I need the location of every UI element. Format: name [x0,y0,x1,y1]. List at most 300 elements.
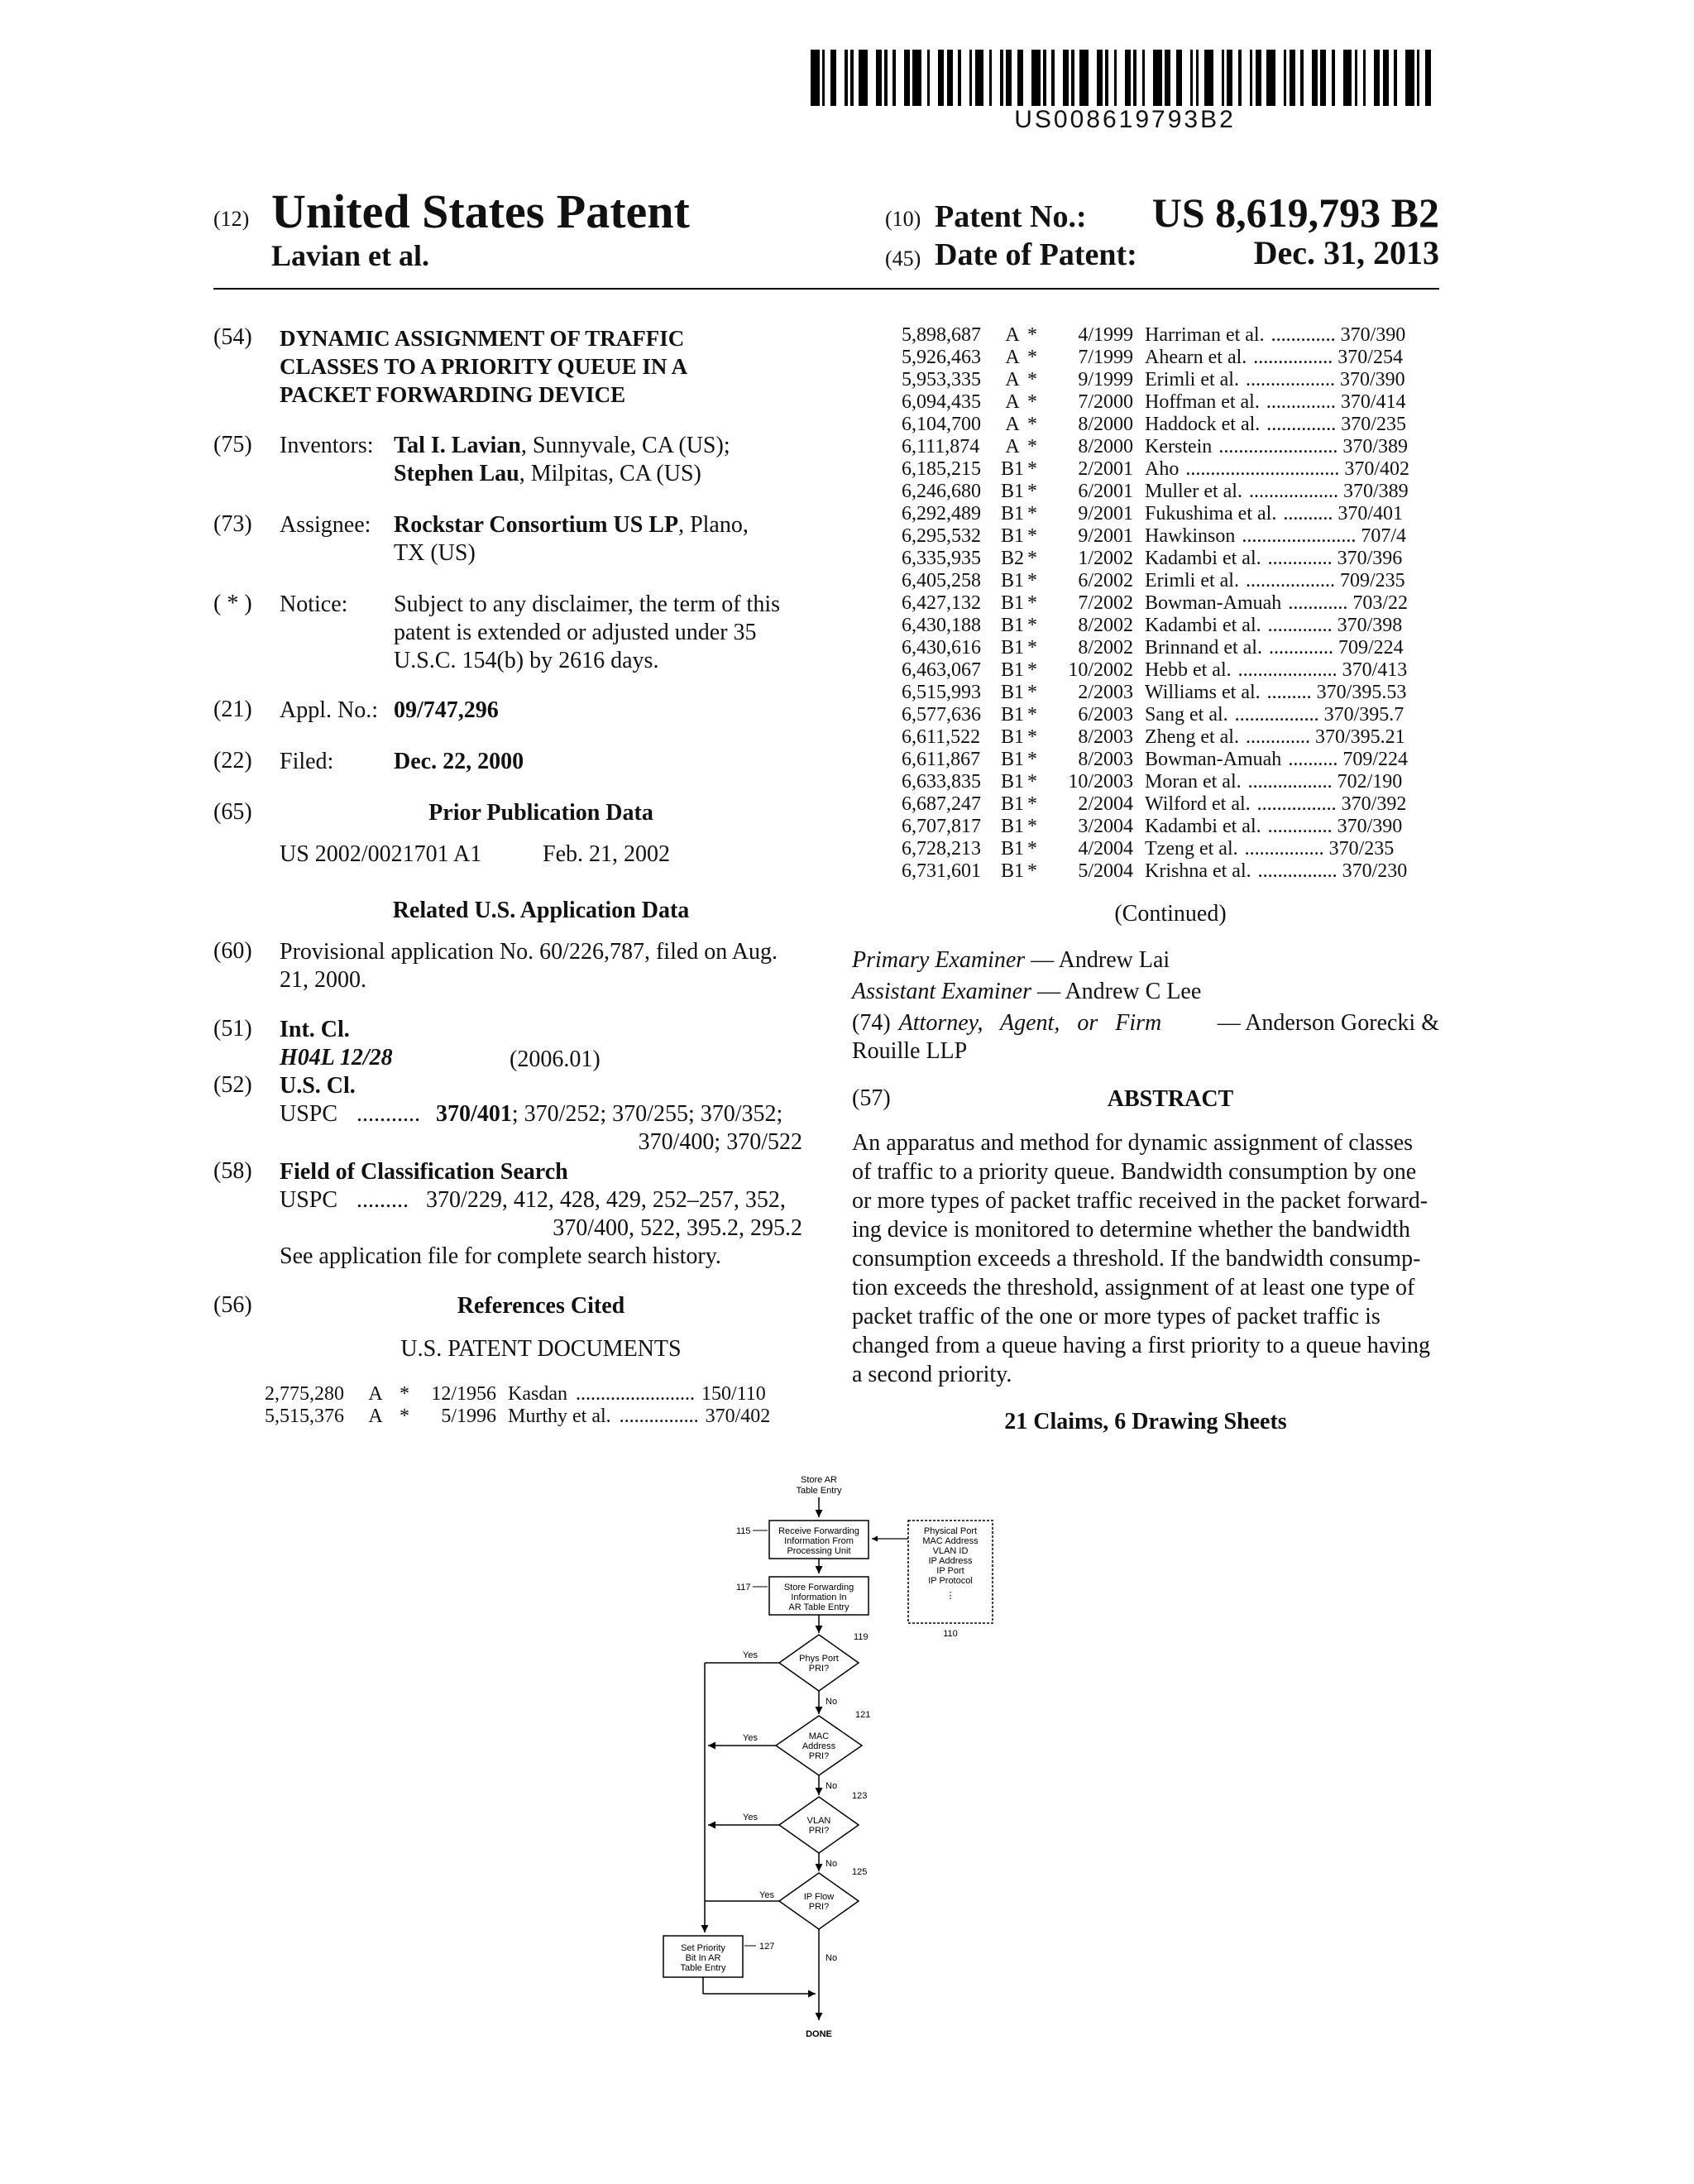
filed-date: Dec. 22, 2000 [394,749,524,774]
ref-name: Moran et al. [1145,771,1242,793]
ref-name: Ahearn et al. [1145,347,1247,368]
box-text: Set Priority [681,1943,725,1953]
barcode-bar [1256,50,1261,106]
leader-dots: ....................... [1242,525,1357,547]
barcode-bar [859,50,868,106]
ref-star: * [1027,860,1037,882]
ref-name: Zheng et al. [1145,726,1239,748]
ref-name: Tzeng et al. [1145,838,1238,860]
barcode-bar [884,50,888,106]
patent-number: US 8,619,793 B2 [1151,189,1439,236]
ref-star: * [1027,503,1037,524]
barcode-bar [1227,50,1232,106]
leader-dots: ........................ [1218,436,1338,457]
ref-kind: B1 [1000,682,1024,703]
ref-number: 6,515,993 [902,682,981,703]
reference-row [902,816,1439,838]
ref-name: Hebb et al. [1145,659,1232,681]
ref-kind: A [1005,369,1020,390]
claims-sheets: 21 Claims, 6 Drawing Sheets [1004,1409,1287,1434]
reference-list-right [902,324,1439,883]
leader-dots: ........... [357,1101,421,1127]
ref-kind: B1 [1000,793,1024,815]
barcode-bar [1425,50,1431,106]
ref-star: * [1027,369,1037,390]
ref-class: 370/402 [1344,458,1410,480]
ref-label: 119 [854,1632,869,1642]
assignee-location: TX (US) [394,540,476,566]
ref-name: Brinnand et al. [1145,637,1262,659]
reference-row [902,659,1439,682]
ref-name: Haddock et al. [1145,414,1261,435]
box-text: IP Protocol [928,1576,973,1586]
ref-date: 9/2001 [1078,503,1133,524]
leader-dots: ................ [1253,347,1333,368]
barcode-bar [1266,50,1275,106]
ref-class: 370/401 [1337,503,1403,524]
ref-number: 6,111,874 [902,436,980,457]
ref-kind: B1 [1000,816,1024,837]
barcode-bar [1363,50,1366,106]
reference-row [902,481,1439,503]
ref-name: Kerstein [1145,436,1213,457]
prior-pub-heading: Prior Publication Data [428,800,653,826]
ref-star: * [1027,347,1037,368]
ref-name: Fukushima et al. [1145,503,1277,524]
inventors [394,432,730,488]
ref-name: Williams et al. [1145,682,1261,703]
reference-row [902,771,1439,793]
yes-label: Yes [759,1890,774,1900]
ref-star: * [1027,659,1037,681]
box-text: Information From [784,1536,854,1546]
ref-number: 5,926,463 [902,347,981,368]
barcode-bar [1133,50,1137,106]
barcode-bar [1153,50,1162,106]
ref-name: Erimli et al. [1145,369,1239,390]
ref-name: Sang et al. [1145,704,1228,726]
ref-date: 8/2003 [1078,726,1133,748]
ref-star: * [1027,793,1037,815]
ref-star: * [1027,682,1037,703]
ref-class: 702/190 [1337,771,1403,793]
leader-dots: .............. [1266,414,1337,435]
assistant-examiner [852,978,1201,1006]
ref-name: Erimli et al. [1145,570,1239,592]
ref-number: 6,246,680 [902,481,981,502]
ref-kind: A [1005,324,1020,346]
ref-class: 370/235 [1328,838,1395,860]
ref-class: 370/389 [1342,481,1409,502]
barcode-bar [1165,50,1170,106]
ref-kind: B1 [1000,704,1024,726]
ref-kind: B1 [1000,838,1024,860]
ref-number: 6,611,867 [902,749,981,770]
reference-row [902,436,1439,458]
prior-pub-date: Feb. 21, 2002 [543,841,670,867]
ref-star: * [1027,615,1037,636]
decision-text: PRI? [808,1902,830,1912]
code-73: (73) [213,511,252,537]
attorney [852,1009,1439,1066]
barcode-bar [947,50,953,106]
ref-label: 115 [736,1526,751,1536]
code-60: (60) [213,938,252,964]
leader-dots: ............. [1268,637,1333,659]
abstract-line: of traffic to a priority queue. Bandwidth consumption by one [852,1159,1417,1185]
leader-dots: ......... [1266,682,1312,703]
box-text: Table Entry [680,1963,726,1973]
ref-kind: A [1005,347,1020,368]
reference-row [902,592,1439,615]
ref-name: Kasdan [508,1383,567,1405]
barcode-bar [1000,50,1003,106]
ref-date: 8/2003 [1078,749,1133,770]
no-label: No [825,1859,838,1869]
reference-row [902,391,1439,414]
header-rule [213,288,1439,290]
document-number: US008619793B2 [1014,106,1236,133]
reference-row [902,726,1439,749]
assignee-label: Assignee: [280,512,371,538]
reference-row [902,324,1439,347]
appl-label: Appl. No.: [280,697,378,723]
box-text: Information In [791,1592,847,1602]
code-45: (45) [885,247,921,271]
abstract-heading: ABSTRACT [1107,1086,1234,1112]
ref-kind: B1 [1000,481,1024,502]
barcode-bar [912,50,921,106]
notice-line: U.S.C. 154(b) by 2616 days. [394,648,659,673]
code-58: (58) [213,1158,252,1184]
ref-class: 370/414 [1340,391,1406,413]
ref-date: 10/2002 [1068,659,1133,681]
abstract-text [852,1128,1439,1389]
ref-star: * [1027,481,1037,502]
barcode-bar [1190,50,1194,106]
ref-name: Bowman-Amuah [1145,749,1282,770]
uspc-classes-cont: 370/400; 370/522 [638,1129,802,1155]
leader-dots: ............. [1270,324,1336,346]
box-text: Receive Forwarding [778,1526,859,1536]
ref-class: 370/230 [1342,860,1408,882]
leader-dots: ................. [1234,704,1319,726]
ref-number: 6,335,935 [902,548,981,569]
notice-line: Subject to any disclaimer, the term of this [394,592,780,617]
leader-dots: ............. [1267,816,1333,837]
reference-row [902,637,1439,659]
ref-number: 5,953,335 [902,369,981,390]
leader-dots: ................ [1257,860,1337,882]
barcode-bar [1204,50,1213,106]
ref-class: 709/224 [1342,749,1408,770]
field-uspc-line [280,1186,802,1214]
barcode-bar [1394,50,1397,106]
leader-dots: .................. [1248,481,1338,502]
patent-date: Dec. 31, 2013 [1253,234,1439,271]
ref-kind: A [1005,436,1020,457]
ref-number: 6,292,489 [902,503,981,524]
no-label: No [825,1697,838,1707]
ref-number: 6,427,132 [902,592,981,614]
leader-dots: ................ [1256,793,1337,815]
uspc-classes: ; 370/252; 370/255; 370/352; [511,1101,783,1127]
ref-kind: B1 [1000,726,1024,748]
uscl-label: U.S. Cl. [280,1073,356,1099]
code-52: (52) [213,1072,252,1098]
ref-name: Bowman-Amuah [1145,592,1282,614]
ref-number: 6,731,601 [902,860,981,882]
box-text: Store Forwarding [783,1583,854,1592]
ref-kind: A [1005,391,1020,413]
ref-star: * [1027,726,1037,748]
code-57: (57) [852,1085,891,1111]
decision-text: MAC [808,1731,830,1741]
ref-star: * [1027,324,1037,346]
ref-class: 370/395.7 [1323,704,1404,726]
barcode-bar [958,50,961,106]
ref-star: * [1027,414,1037,435]
field-note: See application file for complete search history. [280,1243,721,1269]
start-label: Store AR [800,1475,838,1485]
reference-row [902,793,1439,816]
ref-kind: B1 [1000,615,1024,636]
ref-date: 4/2004 [1078,838,1133,860]
yes-label: Yes [743,1813,758,1822]
ref-kind: B2 [1000,548,1024,569]
ref-number: 5,898,687 [902,324,981,346]
ref-number: 6,463,067 [902,659,981,681]
ref-label: 123 [852,1791,868,1801]
inventor-name: Stephen Lau [394,461,519,486]
intcl-label: Int. Cl. [280,1017,350,1042]
leader-dots: ................. [1247,771,1333,793]
ref-kind: B1 [1000,458,1024,480]
barcode-bar [1238,50,1242,106]
reference-row [902,369,1439,391]
ref-kind: A [368,1406,383,1427]
notice-line: patent is extended or adjusted under 35 [394,620,757,645]
ref-kind: B1 [1000,503,1024,524]
box-text: IP Address [928,1556,973,1566]
title-line: DYNAMIC ASSIGNMENT OF TRAFFIC [280,326,685,351]
inventor-location: , Sunnyvale, CA (US); [520,433,730,458]
barcode-bar [1105,50,1108,106]
ref-number: 6,430,616 [902,637,981,659]
ref-date: 12/1956 [431,1383,496,1405]
inventor-location: , Milpitas, CA (US) [519,461,701,486]
uspc-label: USPC [280,1187,338,1213]
ref-label: 121 [855,1710,871,1720]
ref-name: Murthy et al. [508,1406,611,1427]
barcode-bar [850,50,854,106]
barcode-bar [1284,50,1287,106]
barcode-bar [1142,50,1146,106]
leader-dots: ................ [1244,838,1324,860]
box-text: Processing Unit [787,1546,851,1556]
barcode-bar [1250,50,1253,106]
provisional-line: Provisional application No. 60/226,787, filed on Aug. [280,939,778,965]
leader-dots: .................. [1245,570,1335,592]
leader-dots: .......... [1288,749,1338,770]
ref-star: * [1027,436,1037,457]
ref-date: 6/2002 [1078,570,1133,592]
intcl-version: (2006.01) [510,1046,601,1072]
ref-class: 370/392 [1341,793,1407,815]
ref-kind: B1 [1000,525,1024,547]
barcode-bar [1196,50,1199,106]
barcode-bar [1222,50,1225,106]
ref-number: 6,295,532 [902,525,981,547]
box-text: ⋮ [945,1591,955,1601]
uspc-label: USPC [280,1101,338,1127]
decision-text: PRI? [808,1751,830,1761]
title-line: CLASSES TO A PRIORITY QUEUE IN A [280,354,688,379]
ref-star: * [1027,548,1037,569]
attorney-name: — Anderson Gorecki & [1217,1010,1439,1036]
ref-number: 6,405,258 [902,570,981,592]
ref-class: 370/395.53 [1316,682,1407,703]
inventor-name: Tal I. Lavian [394,433,521,458]
reference-row [902,749,1439,771]
reference-row [902,548,1439,570]
start-label: Table Entry [796,1486,842,1496]
assignee-name: Rockstar Consortium US LP [394,512,679,538]
ref-date: 4/1999 [1078,324,1133,346]
leader-dots: ............ [1288,592,1348,614]
ref-class: 709/224 [1337,637,1404,659]
ref-number: 6,094,435 [902,391,981,413]
ref-star: * [1027,637,1037,659]
leader-dots: .................... [1237,659,1337,681]
code-51: (51) [213,1016,252,1042]
ref-number: 6,577,636 [902,704,981,726]
ref-date: 2/2001 [1078,458,1133,480]
barcode-bar [1017,50,1023,106]
reference-row [265,1406,802,1428]
decision-text: Phys Port [799,1654,839,1664]
ref-class: 370/395.21 [1314,726,1405,748]
ref-star: * [1027,391,1037,413]
ref-name: Kadambi et al. [1145,548,1261,569]
assistant-examiner-name: — Andrew C Lee [1037,979,1202,1004]
barcode-bar [845,50,848,106]
leader-dots: ............. [1267,548,1333,569]
reference-row [902,347,1439,369]
barcode-bar [1300,50,1304,106]
barcode-bar [1031,50,1041,106]
barcode-bar [1383,50,1389,106]
ref-date: 2/2003 [1078,682,1133,703]
barcode-bar [989,50,993,106]
ref-star: * [1027,838,1037,860]
abstract-line: consumption exceeds a threshold. If the bandwidth consump- [852,1246,1421,1272]
ref-date: 8/2000 [1078,436,1133,457]
code-75: (75) [213,432,252,457]
barcode-bar [876,50,882,106]
patent-no-label: Patent No.: [935,199,1087,234]
ref-name: Harriman et al. [1145,324,1265,346]
ref-class: 707/4 [1361,525,1406,547]
ref-number: 6,430,188 [902,615,981,636]
abstract-line: tion exceeds the threshold, assignment of at least one type of [852,1275,1415,1300]
ref-name: Kadambi et al. [1145,615,1261,636]
code-65: (65) [213,799,252,825]
leader-dots: ......... [357,1187,409,1213]
field-search-label: Field of Classification Search [280,1159,568,1185]
ref-class: 370/398 [1337,615,1403,636]
ref-number: 2,775,280 [265,1383,344,1405]
leader-dots: ............. [1245,726,1310,748]
reference-row [265,1383,802,1406]
barcode-bar [904,50,910,106]
ref-date: 8/2002 [1078,637,1133,659]
code-54: (54) [213,324,252,350]
ref-class: 370/390 [1339,369,1405,390]
ref-kind: B1 [1000,659,1024,681]
leader-dots: .......... [1283,503,1333,524]
code-21: (21) [213,697,252,722]
code-10: (10) [885,207,921,231]
yes-label: Yes [743,1650,758,1660]
ref-star: * [1027,749,1037,770]
ref-star: * [1027,592,1037,614]
assignee [394,511,749,568]
reference-row [902,414,1439,436]
ref-label: 127 [759,1942,775,1952]
us-docs-heading: U.S. PATENT DOCUMENTS [400,1336,682,1362]
barcode-bar [830,50,836,106]
ref-kind: B1 [1000,771,1024,793]
leader-dots: .................. [1245,369,1335,390]
ref-name: Hawkinson [1145,525,1236,547]
barcode [811,50,1439,106]
notice-label: Notice: [280,592,348,617]
ref-number: 6,707,817 [902,816,981,837]
done-label: DONE [806,2029,832,2039]
ref-date: 7/2000 [1078,391,1133,413]
ref-date: 6/2001 [1078,481,1133,502]
no-label: No [825,1953,838,1963]
ref-number: 6,633,835 [902,771,981,793]
ref-label: 117 [736,1583,751,1592]
ref-kind: A [368,1383,383,1405]
uspc-line [280,1100,802,1128]
barcode-bar [1079,50,1089,106]
ref-date: 7/2002 [1078,592,1133,614]
inventors-label: Inventors: [280,433,374,458]
primary-examiner-label: Primary Examiner [852,947,1026,973]
ref-class: 370/389 [1342,436,1408,457]
box-text: AR Table Entry [788,1602,849,1612]
inventors-short: Lavian et al. [271,239,430,272]
ref-date: 9/2001 [1078,525,1133,547]
ref-label: 125 [852,1867,868,1877]
ref-star: * [400,1383,409,1405]
leader-dots: ............. [1267,615,1333,636]
leader-dots: .............. [1266,391,1336,413]
ref-name: Kadambi et al. [1145,816,1261,837]
barcode-bar [1343,50,1352,106]
ref-date: 3/2004 [1078,816,1133,837]
ref-number: 6,687,247 [902,793,981,815]
related-heading: Related U.S. Application Data [392,898,690,923]
ref-date: 9/1999 [1078,369,1133,390]
field-classes-cont: 370/400, 522, 395.2, 295.2 [553,1215,802,1241]
code-notice: ( * ) [213,591,252,616]
barcode-bar [975,50,984,106]
decision-text: PRI? [808,1664,830,1674]
